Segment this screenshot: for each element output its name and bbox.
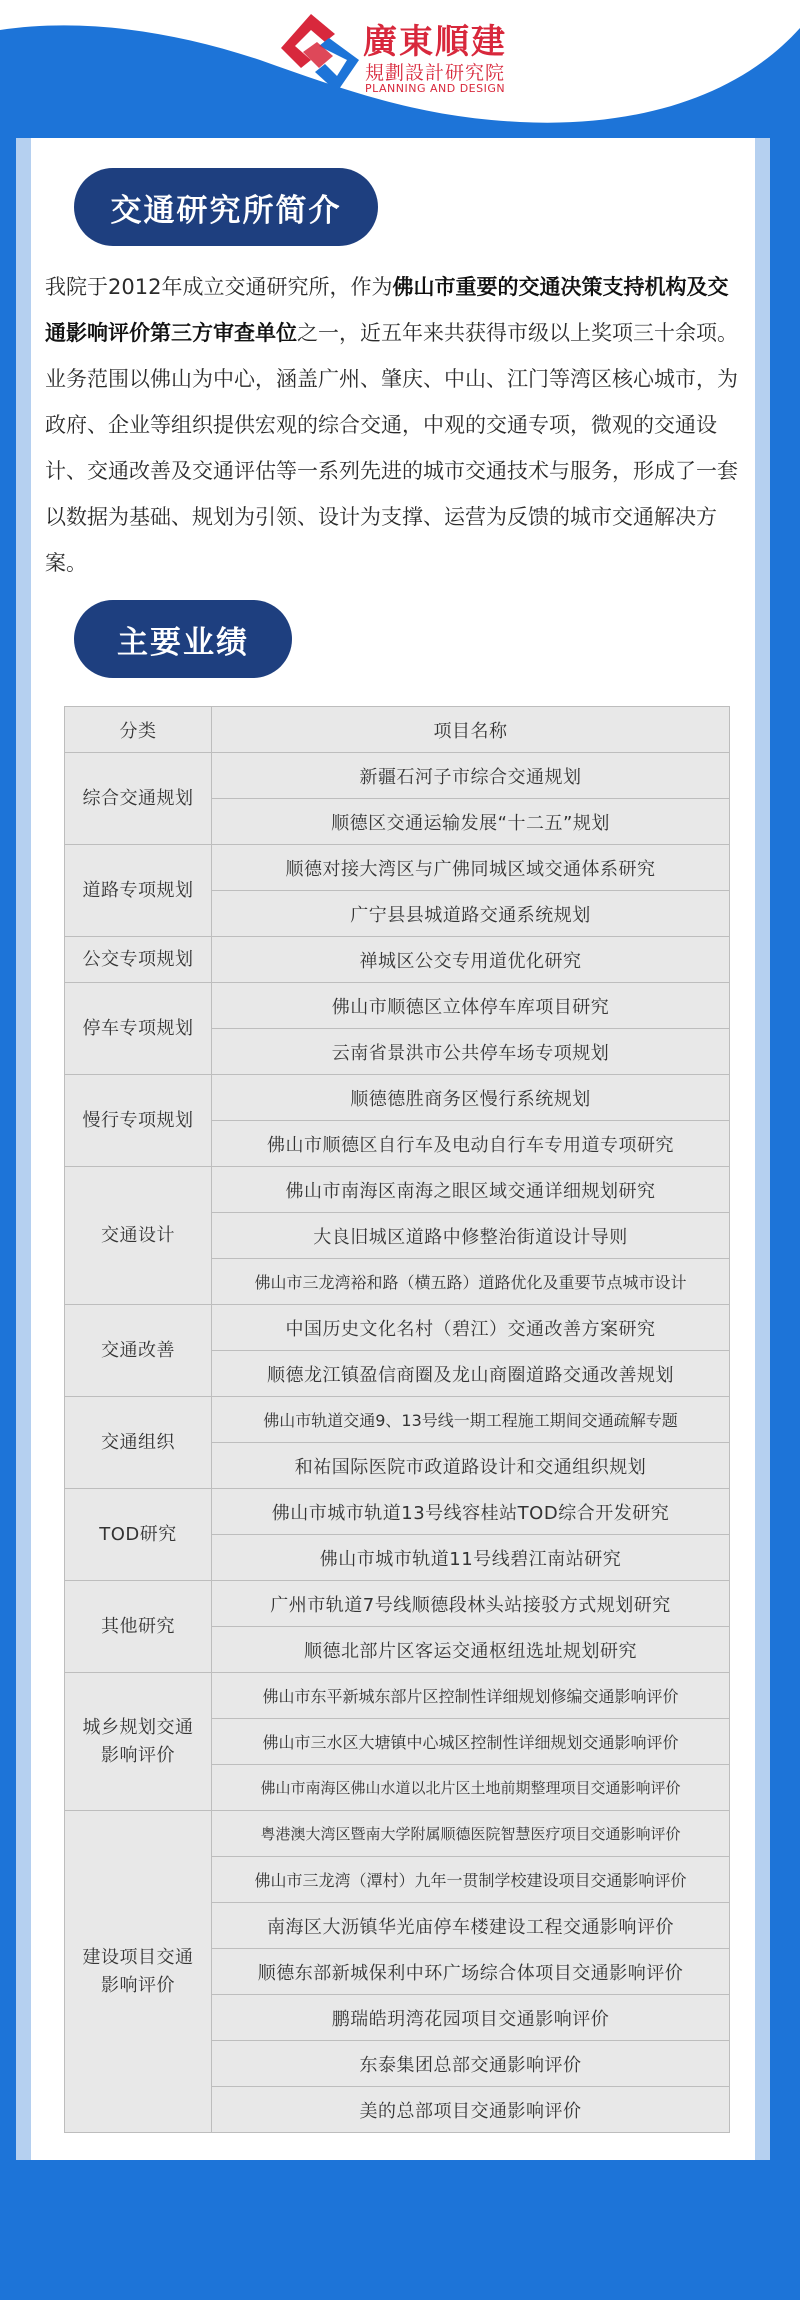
category-cell: 停车专项规划	[65, 983, 212, 1075]
project-name-cell: 中国历史文化名村（碧江）交通改善方案研究	[212, 1305, 730, 1351]
project-name-cell: 佛山市南海区佛山水道以北片区土地前期整理项目交通影响评价	[212, 1765, 730, 1811]
category-cell: 综合交通规划	[65, 753, 212, 845]
project-name-cell: 顺德东部新城保利中环广场综合体项目交通影响评价	[212, 1949, 730, 1995]
intro-text-2: 之一，近五年来共获得市级以上奖项三十余项。业务范围以佛山为中心，涵盖广州、肇庆、中山、江门等湾区核心城市，为政府、企业等组织提供宏观的综合交通，中观的交通专项，微观的交通设计、交通改善及交通评估等一系列先进的城市交通技术与服务，形成了一套以数据为基础、规划为引领、设计为支撑、运营为反馈的城市交通解决方案。	[45, 321, 738, 575]
category-cell: 建设项目交通影响评价	[65, 1811, 212, 2133]
column-header-project: 项目名称	[212, 707, 730, 753]
project-name-cell: 佛山市顺德区立体停车库项目研究	[212, 983, 730, 1029]
table-header-row	[65, 707, 730, 753]
project-name-cell: 南海区大沥镇华光庙停车楼建设工程交通影响评价	[212, 1903, 730, 1949]
table-row	[65, 1167, 730, 1213]
project-name-cell: 大良旧城区道路中修整治街道设计导则	[212, 1213, 730, 1259]
table-row	[65, 937, 730, 983]
table-row	[65, 1075, 730, 1121]
project-name-cell: 佛山市南海区南海之眼区域交通详细规划研究	[212, 1167, 730, 1213]
table-row	[65, 1489, 730, 1535]
category-cell: TOD研究	[65, 1489, 212, 1581]
project-name-cell: 佛山市城市轨道11号线碧江南站研究	[212, 1535, 730, 1581]
project-name-cell: 佛山市顺德区自行车及电动自行车专用道专项研究	[212, 1121, 730, 1167]
project-name-cell: 新疆石河子市综合交通规划	[212, 753, 730, 799]
project-name-cell: 鹏瑞皓玥湾花园项目交通影响评价	[212, 1995, 730, 2041]
table-row	[65, 1673, 730, 1719]
project-name-cell: 佛山市三水区大塘镇中心城区控制性详细规划交通影响评价	[212, 1719, 730, 1765]
category-cell: 交通设计	[65, 1167, 212, 1305]
table-body	[65, 753, 730, 2133]
brand-subtitle: 規劃設計研究院	[365, 62, 506, 84]
table-row	[65, 753, 730, 799]
intro-paragraph	[45, 264, 745, 586]
project-name-cell: 佛山市三龙湾裕和路（横五路）道路优化及重要节点城市设计	[212, 1259, 730, 1305]
project-name-cell: 东泰集团总部交通影响评价	[212, 2041, 730, 2087]
table-row	[65, 1305, 730, 1351]
intro-text-bold: 佛山市重要的交通决策支持机构及交通影响评价第三方审查单位	[45, 275, 729, 345]
category-cell: 其他研究	[65, 1581, 212, 1673]
projects-table	[64, 706, 730, 2133]
brand-name: 廣東順建	[363, 22, 507, 62]
project-name-cell: 佛山市三龙湾（潭村）九年一贯制学校建设项目交通影响评价	[212, 1857, 730, 1903]
category-cell: 道路专项规划	[65, 845, 212, 937]
table-row	[65, 1581, 730, 1627]
table-row	[65, 1397, 730, 1443]
project-name-cell: 佛山市东平新城东部片区控制性详细规划修编交通影响评价	[212, 1673, 730, 1719]
table-row	[65, 983, 730, 1029]
category-cell: 交通改善	[65, 1305, 212, 1397]
project-name-cell: 顺德北部片区客运交通枢纽选址规划研究	[212, 1627, 730, 1673]
project-name-cell: 顺德龙江镇盈信商圈及龙山商圈道路交通改善规划	[212, 1351, 730, 1397]
column-header-category: 分类	[65, 707, 212, 753]
project-name-cell: 和祐国际医院市政道路设计和交通组织规划	[212, 1443, 730, 1489]
section-heading-intro: 交通研究所简介	[74, 168, 378, 246]
category-cell: 城乡规划交通影响评价	[65, 1673, 212, 1811]
project-name-cell: 美的总部项目交通影响评价	[212, 2087, 730, 2133]
category-cell: 慢行专项规划	[65, 1075, 212, 1167]
project-name-cell: 粤港澳大湾区暨南大学附属顺德医院智慧医疗项目交通影响评价	[212, 1811, 730, 1857]
project-name-cell: 广州市轨道7号线顺德段林头站接驳方式规划研究	[212, 1581, 730, 1627]
project-name-cell: 顺德区交通运输发展“十二五”规划	[212, 799, 730, 845]
project-name-cell: 顺德对接大湾区与广佛同城区域交通体系研究	[212, 845, 730, 891]
shunjian-s-logo-icon	[281, 12, 359, 94]
brand-english: PLANNING AND DESIGN	[365, 82, 506, 95]
company-logo	[281, 12, 521, 94]
project-name-cell: 顺德德胜商务区慢行系统规划	[212, 1075, 730, 1121]
table-row	[65, 1811, 730, 1857]
project-name-cell: 广宁县县城道路交通系统规划	[212, 891, 730, 937]
project-name-cell: 云南省景洪市公共停车场专项规划	[212, 1029, 730, 1075]
intro-text-1: 我院于2012年成立交通研究所，作为	[45, 275, 393, 299]
category-cell: 公交专项规划	[65, 937, 212, 983]
project-name-cell: 佛山市轨道交通9、13号线一期工程施工期间交通疏解专题	[212, 1397, 730, 1443]
project-name-cell: 禅城区公交专用道优化研究	[212, 937, 730, 983]
table-row	[65, 845, 730, 891]
section-heading-performance: 主要业绩	[74, 600, 292, 678]
project-name-cell: 佛山市城市轨道13号线容桂站TOD综合开发研究	[212, 1489, 730, 1535]
category-cell: 交通组织	[65, 1397, 212, 1489]
